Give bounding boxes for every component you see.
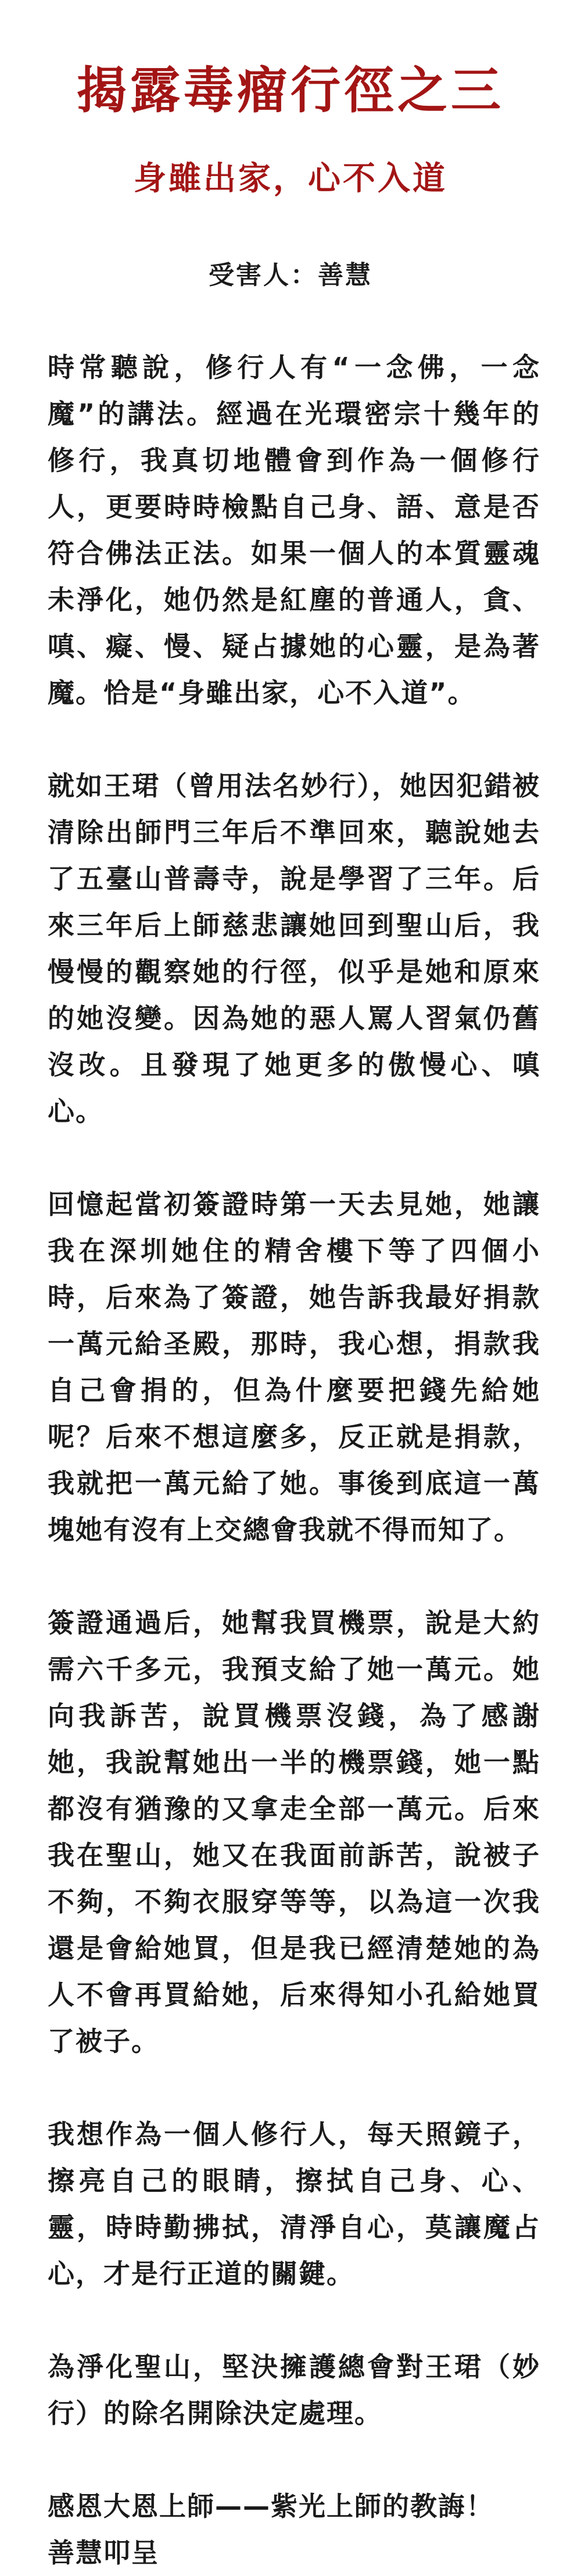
paragraph-4: 簽證通過后，她幫我買機票，說是大約需六千多元，我預支給了她一萬元。她向我訴苦，說買機票沒錢，為了感謝她，我說幫她出一半的機票錢，她一點都沒有猶豫的又拿走全部一萬元。后來我在聖山，她又在我面前訴苦，說被子不夠，不夠衣服穿等等，以為這一次我還是會給她買，但是我已經清楚她的為人不會再買給她，后來得知小孔給她買了被子。 <box>48 1607 540 2057</box>
closing-block <box>48 2483 540 2576</box>
article-body <box>48 344 540 2576</box>
paragraph-3: 回憶起當初簽證時第一天去見她，她讓我在深圳她住的精舍樓下等了四個小時，后來為了簽證，她告訴我最好捐款一萬元給圣殿，那時，我心想，捐款我自己會捐的，但為什麼要把錢先給她呢？后來不想這麼多，反正就是捐款，我就把一萬元給了她。事後到底這一萬塊她有沒有上交總會我就不得而知了。 <box>48 1189 540 1545</box>
paragraph-6: 為淨化聖山，堅決擁護總會對王珺（妙行）的除名開除決定處理。 <box>48 2351 540 2429</box>
paragraph-1: 時常聽說，修行人有“一念佛，一念魔”的講法。經過在光環密宗十幾年的修行，我真切地體會到作為一個修行人，更要時時檢點自己身、語、意是否符合佛法正法。如果一個人的本質靈魂未淨化，她仍然是紅塵的普通人，貪、嗔、癡、慢、疑占據她的心靈，是為著魔。恰是“身雖出家，心不入道”。 <box>48 352 540 709</box>
closing-signature: 善慧叩呈 <box>48 2537 159 2568</box>
page-subtitle: 身雖出家，心不入道 <box>134 160 447 198</box>
paragraph-5: 我想作為一個人修行人，每天照鏡子，擦亮自己的眼睛，擦拭自己身、心、靈，時時勤拂拭，清淨自心，莫讓魔占心，才是行正道的關鍵。 <box>48 2119 540 2289</box>
page-title: 揭露毒瘤行徑之三 <box>77 62 504 120</box>
closing-gratitude: 感恩大恩上師——紫光上師的教誨！ <box>48 2491 494 2522</box>
paragraph-2: 就如王珺（曾用法名妙行），她因犯錯被清除出師門三年后不準回來，聽說她去了五臺山普壽寺，說是學習了三年。后來三年后上師慈悲讓她回到聖山后，我慢慢的觀察她的行徑，似乎是她和原來的她沒變。因為她的惡人罵人習氣仍舊沒改。且發現了她更多的傲慢心、嗔心。 <box>48 770 540 1127</box>
author-line: 受害人：善慧 <box>209 260 372 290</box>
